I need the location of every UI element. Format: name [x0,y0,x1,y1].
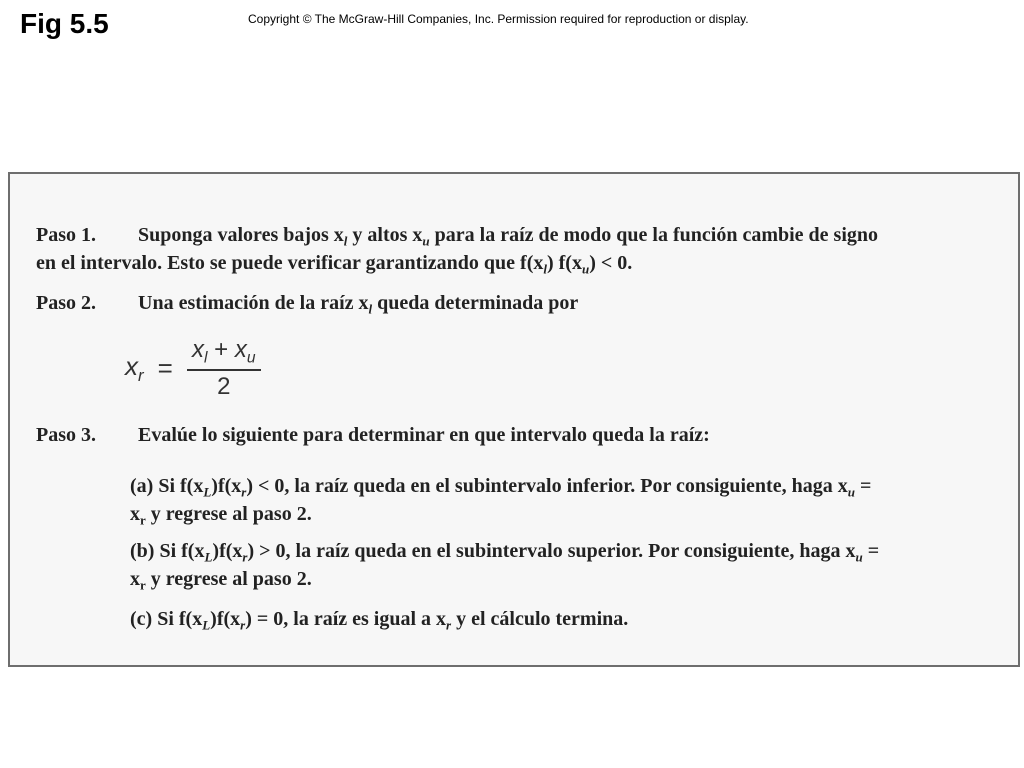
step1-line1: Paso 1. Suponga valores bajos $x_l$ y altos $x_u$ para la raíz de modo que la función cambie de signo [36,221,878,256]
step1-label: Paso 1. [36,224,96,246]
case-a-line1: (a) Si $f(x_L)f(x_r) < 0$, la raíz queda en el subintervalo inferior. Por consiguiente, haga $x_u$ = [130,475,872,500]
formula-numerator: $x_l + x_u$ [192,336,256,367]
case-c-line: (c) Si $f(x_L)f(x_r) = 0$, la raíz es igual a $x_r$ y el cálculo termina. [130,608,629,633]
formula-lhs: $x_r$ [125,351,144,386]
case-b-line1: (b) Si $f(x_L)f(x_r) > 0$, la raíz queda en el subintervalo superior. Por consiguiente, haga $x_u$ = [130,540,880,565]
step1-line2: en el intervalo. Esto se puede verificar garantizando que $f(x_l) f(x_u) < 0$. [36,252,633,277]
midpoint-formula [125,336,261,401]
step2-line: Paso 2. Una estimación de la raíz $x_l$ queda determinada por [36,289,578,324]
step2-label: Paso 2. [36,292,96,314]
copyright-notice: Copyright © The McGraw-Hill Companies, Inc. Permission required for reproduction or display. [248,12,749,26]
formula-equals: = [157,353,173,384]
step3-label: Paso 3. [36,424,96,446]
case-b-line2: $x_r$ y regrese al paso 2. [130,568,312,593]
formula-fraction [187,336,261,401]
case-a-line2: $x_r$ y regrese al paso 2. [130,503,312,528]
figure-label: Fig 5.5 [20,8,109,39]
step3-line: Paso 3. Evalúe lo siguiente para determinar en que intervalo queda la raíz: [36,421,710,449]
formula-denominator: 2 [217,373,231,401]
